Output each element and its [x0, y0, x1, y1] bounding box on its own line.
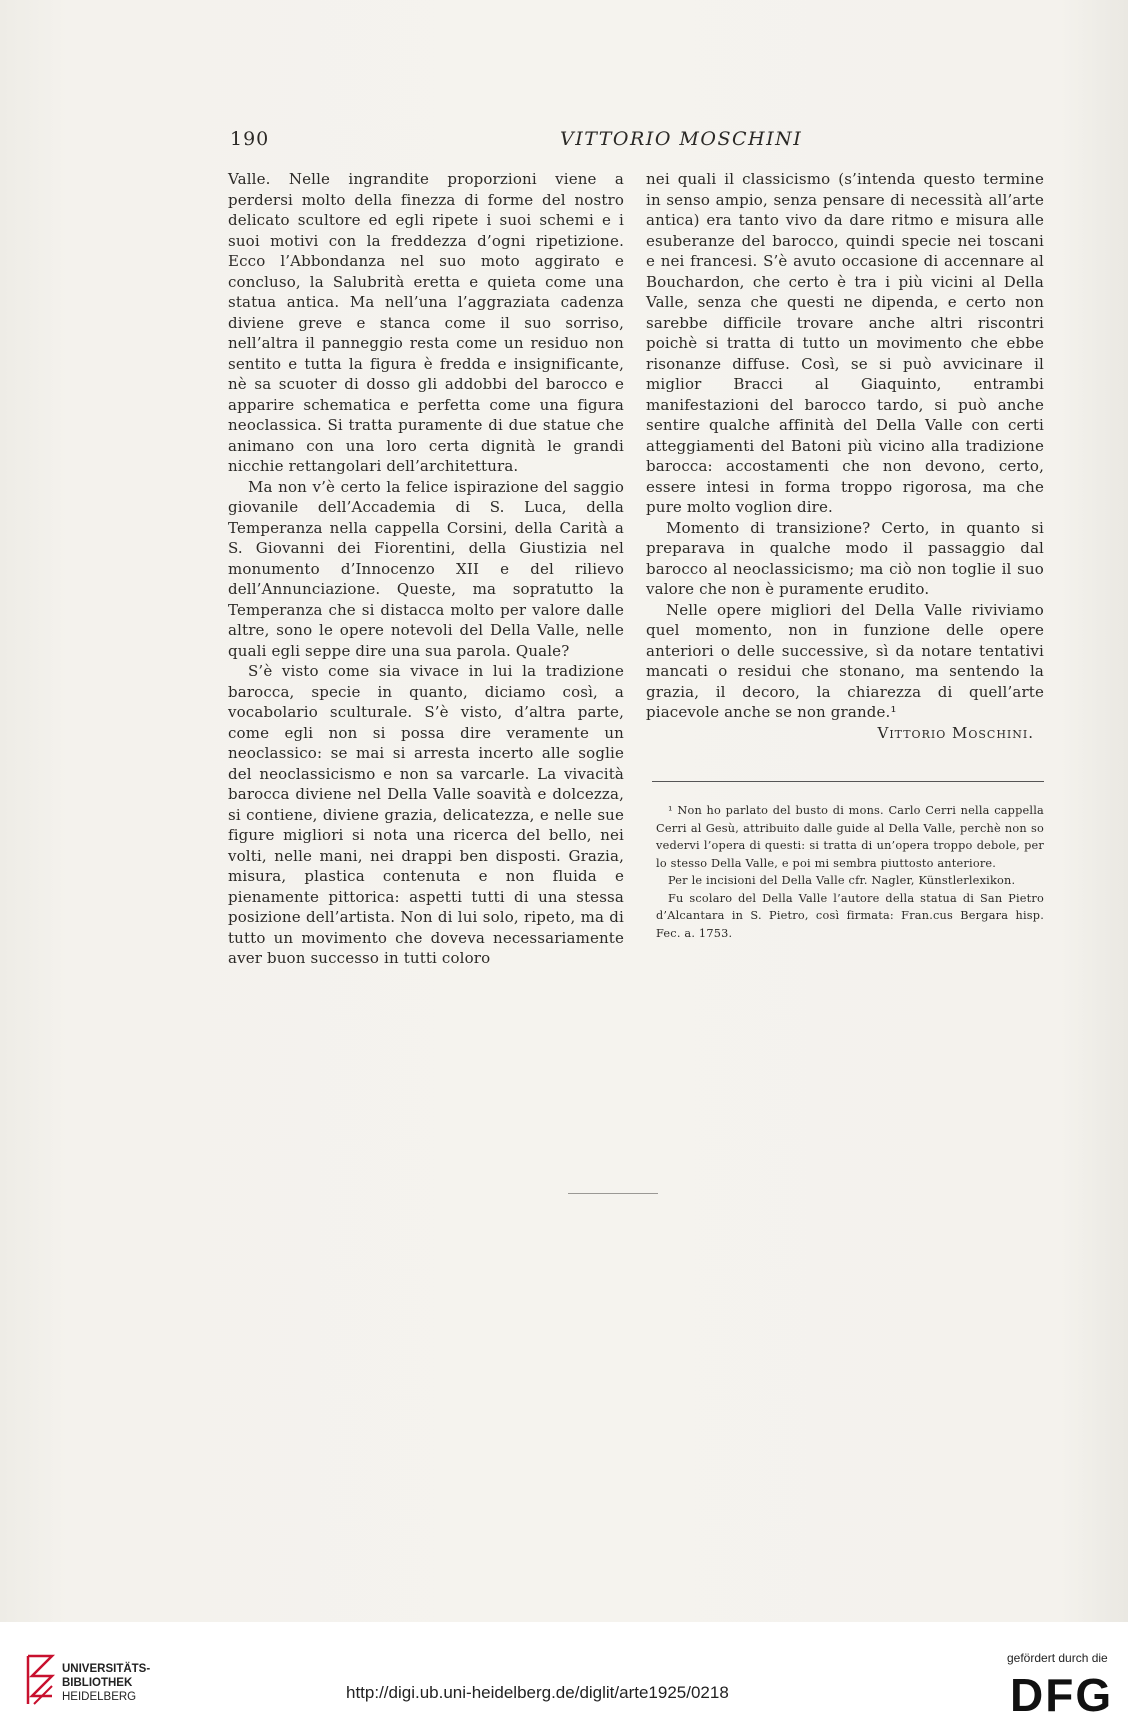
library-name-line: BIBLIOTHEK: [62, 1677, 133, 1689]
text-column-right: [646, 169, 1044, 743]
paragraph: Ma non v’è certo la felice ispirazione del saggio giovanile dell’Accademia di S. Luca, della Temperanza nella cappella Corsini, della Carità a S. Giovanni dei Fiorentini, della Giustizia nel monumento d’Innocenzo XII e del rilievo dell’Annunciazione. Queste, ma sopratutto la Temperanza che si distacca molto per valore dalle altre, sono le opere notevoli del Della Valle, nelle quali egli seppe dire una sua parola. Quale?: [228, 477, 624, 660]
library-city: HEIDELBERG: [62, 1691, 137, 1703]
page-number: 190: [230, 128, 270, 150]
text-column-left: [228, 169, 624, 969]
footnotes: [656, 802, 1044, 942]
paragraph: S’è visto come sia vivace in lui la tradizione barocca, specie in quanto, diciamo così, a vocabolario sculturale. S’è visto, d’altra parte, come egli non si possa dire veramente un neoclassico: se mai si arresta incerto alle soglie del neoclassicismo e non sa varcarle. La vivacità barocca diviene nel Della Valle soavità e dolcezza, si contiene, diviene grazia, delicatezza, e nelle sue figure migliori si nota una ricerca del bello, nei volti, nelle mani, nei drappi ben disposti. Grazia, misura, plastica contenuta e non fluida e pienamente pittorica: aspetti tutti di una stessa posizione dell’artista. Non di lui solo, ripeto, ma di tutto un movimento che doveva necessariamente aver buon successo in tutti coloro: [228, 662, 624, 967]
digitization-footer: [0, 1622, 1128, 1725]
running-title: VITTORIO MOSCHINI: [560, 128, 803, 150]
footnote: Fu scolaro del Della Valle l’autore della statua di San Pietro d’Alcantara in S. Pietro, così firmata: Fran.cus Bergara hisp. Fec. a. 1753.: [656, 891, 1044, 940]
footnote: ¹ Non ho parlato del busto di mons. Carlo Cerri nella cappella Cerri al Gesù, attribuito dalle guide al Della Valle, perchè non so vedervi l’opera di questi: si tratta di un’opera troppo debole, per lo stesso Della Valle, e poi mi sembra piuttosto anteriore.: [656, 804, 1044, 870]
paragraph: Nelle opere migliori del Della Valle riviviamo quel momento, non in funzione delle opere anteriori o delle successive, sì da notare tentativi mancati o residui che stonano, ma sentendo la grazia, il decoro, la chiarezza di quell’arte piacevole anche se non grande.¹: [646, 600, 1044, 721]
library-name: [62, 1662, 150, 1704]
section-divider: [568, 1193, 658, 1194]
library-name-line: UNIVERSITÄTS-: [62, 1663, 151, 1675]
dfg-logo: DFG: [1010, 1669, 1114, 1721]
author-signature: Vittorio Moschini.: [877, 723, 1034, 742]
footnote: Per le incisioni del Della Valle cfr. Nagler, Künstlerlexikon.: [668, 874, 1016, 887]
permalink[interactable]: http://digi.ub.uni-heidelberg.de/diglit/arte1925/0218: [346, 1683, 729, 1702]
funding-text: gefördert durch die: [1007, 1651, 1108, 1665]
paragraph: Valle. Nelle ingrandite proporzioni viene a perdersi molto della finezza di forme del nostro delicato scultore ed egli ripete i suoi schemi e i suoi motivi con la freddezza d’ogni ripetizione. Ecco l’Abbondanza nel suo moto aggirato e concluso, la Salubrità eretta e quieta come una statua antica. Ma nell’una l’aggraziata cadenza diviene greve e stanca come il suo sorriso, nell’altra il panneggio resta come un residuo non sentito e tutta la figura è fredda e insignificante, nè sa scuoter di dosso gli addobbi del barocco e apparire schematica e perfetta come una figura neoclassica. Si tratta puramente di due statue che animano con una loro certa dignità le grandi nicchie rettangolari dell’architettura.: [228, 170, 624, 475]
paragraph: Momento di transizione? Certo, in quanto si preparava in qualche modo il passaggio dal barocco al neoclassicismo; ma ciò non toglie il suo valore che non è puramente erudito.: [646, 518, 1044, 598]
paragraph: nei quali il classicismo (s’intenda questo termine in senso ampio, senza pensare di necessità all’arte antica) era tanto vivo da dare ritmo e misura alle esuberanze del barocco, quindi specie nei toscani e nei francesi. S’è avuto occasione di accennare al Bouchardon, che certo è tra i più vicini al Della Valle, senza che questi ne dipenda, e certo non sarebbe difficile trovare anche altri riscontri poichè si tratta di tutto un movimento che ebbe risonanze diffuse. Così, se si può avvicinare il miglior Bracci al Giaquinto, entrambi manifestazioni del barocco tardo, si può anche sentire qualche affinità del Della Valle con certi atteggiamenti del Batoni più vicino alla tradizione barocca: accostamenti che non devono, certo, essere intesi in forma troppo rigorosa, ma che pure molto voglion dire.: [646, 170, 1044, 516]
footnote-divider: [652, 781, 1044, 782]
running-head: [0, 128, 1128, 158]
university-library-logo-icon: [24, 1652, 56, 1712]
